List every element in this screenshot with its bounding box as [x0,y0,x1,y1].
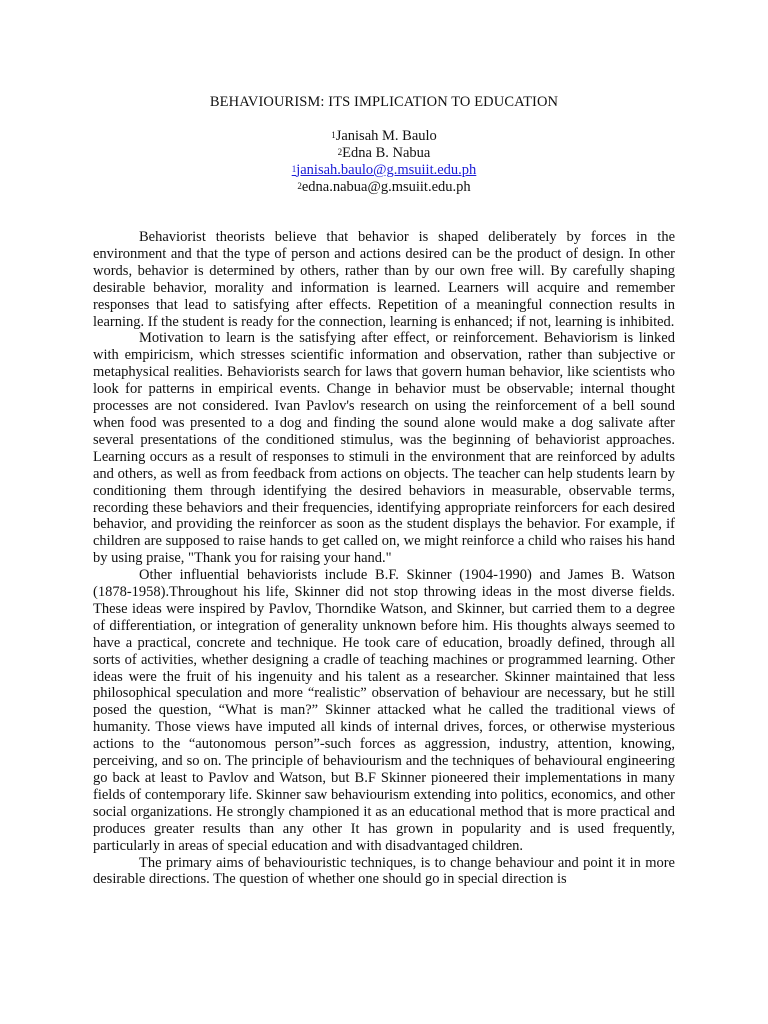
author-email-line [0,179,768,196]
author-affiliation-marker: 2 [337,147,343,157]
body-paragraph: Motivation to learn is the satisfying after effect, or reinforcement. Behaviorism is linked with empiricism, which stresses scientific information and observation, rather than subjective or metaphysical realities. Behaviorists search for laws that govern human behavior, like scientists who look for patterns in empirical events. Change in behavior must be observable; internal thought processes are not considered. Ivan Pavlov's research on using the reinforcement of a bell sound when food was presented to a dog and finding the sound alone would make a dog salivate after several presentations of the conditioned stimulus, was the beginning of behaviorist approaches. Learning occurs as a result of responses to stimuli in the environment that are reinforced by adults and others, as well as from feedback from actions on objects. The teacher can help students learn by conditioning them through identifying the desired behaviors in measurable, observable terms, recording these behaviors and their frequencies, identifying appropriate reinforcers for each desired behavior, and providing the reinforcer as soon as the student displays the behavior. For example, if children are supposed to raise hands to get called on, we might reinforce a child who raises his hand by using praise, "Thank you for raising your hand." [93,330,675,567]
author-affiliation-marker: 1 [331,130,336,140]
author-block [0,128,768,196]
author-line [0,145,768,162]
body-paragraph: Behaviorist theorists believe that behavior is shaped deliberately by forces in the environment and that the type of person and actions desired can be the product of design. In other words, behavior is determined by others, rather than by our own free will. By carefully shaping desirable behavior, morality and information is learned. Learners will acquire and remember responses that lead to satisfying after effects. Repetition of a meaningful connection results in learning. If the student is ready for the connection, learning is enhanced; if not, learning is inhibited. [93,229,675,330]
author-email-text: janisah.baulo@g.msuiit.edu.ph [296,162,477,178]
author-name: Janisah M. Baulo [335,128,437,144]
body-text [93,229,675,888]
body-paragraph: The primary aims of behaviouristic techniques, is to change behaviour and point it in more desirable directions. The question of whether one should go in special direction is [93,854,675,888]
email-affiliation-marker: 1 [291,164,297,174]
author-name: Edna B. Nabua [342,145,431,161]
author-line [0,128,768,145]
email-affiliation-marker: 2 [297,181,302,191]
author-email-text: edna.nabua@g.msuiit.edu.ph [301,179,471,195]
author-email-link[interactable] [292,162,477,178]
body-paragraph: Other influential behaviorists include B.F. Skinner (1904-1990) and James B. Watson (1878-1958).Throughout his life, Skinner did not stop throwing ideas in the most diverse fields. These ideas were inspired by Pavlov, Thorndike Watson, and Skinner, but carried them to a degree of differentiation, or integration of generality unknown before him. His thoughts always seemed to have a practical, concrete and technique. He took care of education, broadly defined, through all sorts of activities, whether designing a cradle of teaching machines or programmed learning. Other ideas were the fruit of his ingenuity and his talent as a researcher. Skinner maintained that less philosophical speculation and more “realistic” observation of behaviour are necessary, but he still posed the question, “What is man?” Skinner attacked what he called the traditional views of humanity. Those views have imputed all kinds of internal drives, forces, or otherwise mysterious actions to the “autonomous person”-such forces as aggression, industry, attention, knowing, perceiving, and so on. The principle of behaviourism and the techniques of behavioural engineering go back at least to Pavlov and Watson, but B.F Skinner pioneered their implementations in many fields of contemporary life. Skinner saw behaviourism extending into politics, economics, and other social organizations. He strongly championed it as an educational method that is more practical and produces greater results than any other It has grown in popularity and is used frequently, particularly in areas of special education and with disadvantaged children. [93,567,675,854]
paper-title: BEHAVIOURISM: ITS IMPLICATION TO EDUCATION [209,94,559,110]
author-email-line[interactable] [0,162,768,179]
